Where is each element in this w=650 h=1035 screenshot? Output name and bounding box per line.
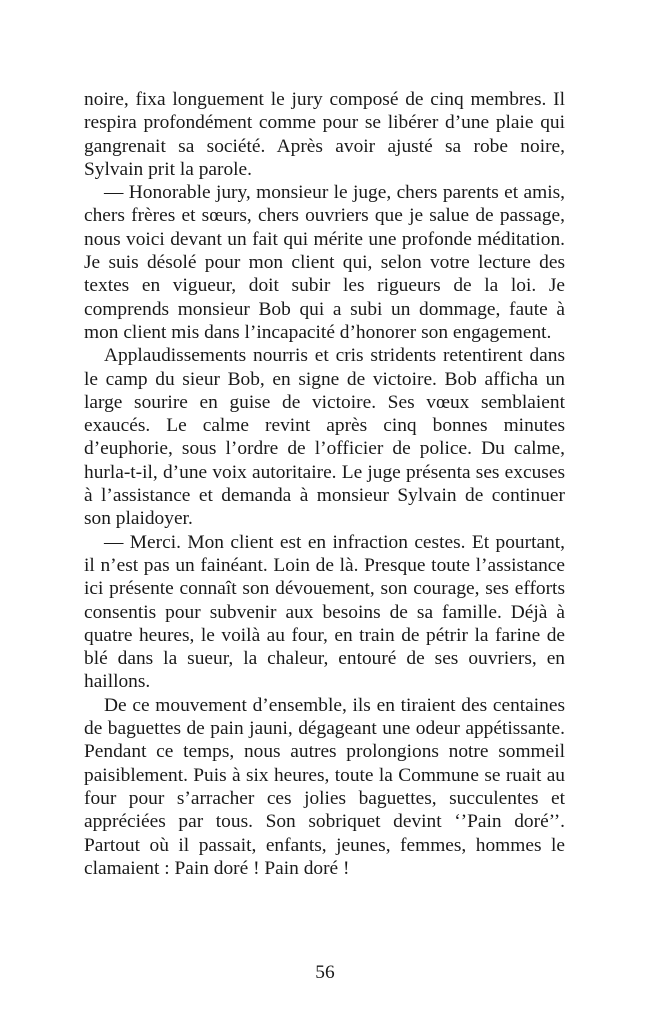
paragraph: Applaudissements nourris et cris stridents retentirent dans le camp du sieur Bob, en signe de victoire. Bob afficha un large sourire en guise de victoire. Ses vœux semblaient exaucés. Le calme revint après cinq bonnes minutes d’euphorie, sous l’ordre de l’officier de police. Du calme, hurla-t-il, d’une voix autoritaire. Le juge présenta ses excuses à l’assistance et demanda à monsieur Sylvain de continuer son plaidoyer. xyxy=(84,345,565,530)
page-body xyxy=(84,88,565,880)
paragraph: — Honorable jury, monsieur le juge, chers parents et amis, chers frères et sœurs, chers ouvriers que je salue de passage, nous voici devant un fait qui mérite une profonde méditation. Je suis désolé pour mon client qui, selon votre lecture des textes en vigueur, doit subir les rigueurs de la loi. Je comprends monsieur Bob qui a subi un dommage, faute à mon client mis dans l’incapacité d’honorer son engagement. xyxy=(84,182,565,343)
paragraph: De ce mouvement d’ensemble, ils en tiraient des centaines de baguettes de pain jauni, dégageant une odeur appétissante. Pendant ce temps, nous autres prolongions notre sommeil paisiblement. Puis à six heures, toute la Commune se ruait au four pour s’arracher ces jolies baguettes, succulentes et appréciées par tous. Son sobriquet devint ‘’Pain doré’’. Partout où il passait, enfants, jeunes, femmes, hommes le clamaient : Pain doré ! Pain doré ! xyxy=(84,694,565,879)
page-number: 56 xyxy=(315,962,335,983)
paragraph: — Merci. Mon client est en infraction cestes. Et pourtant, il n’est pas un fainéant. Loin de là. Presque toute l’assistance ici présente connaît son dévouement, son courage, ses efforts consentis pour subvenir aux besoins de sa famille. Déjà à quatre heures, le voilà au four, en train de pétrir la farine de blé dans la sueur, la chaleur, entouré de ses ouvriers, en haillons. xyxy=(84,531,565,693)
paragraph: noire, fixa longuement le jury composé de cinq membres. Il respira profondément comme pour se libérer d’une plaie qui gangrenait sa société. Après avoir ajusté sa robe noire, Sylvain prit la parole. xyxy=(84,89,565,180)
